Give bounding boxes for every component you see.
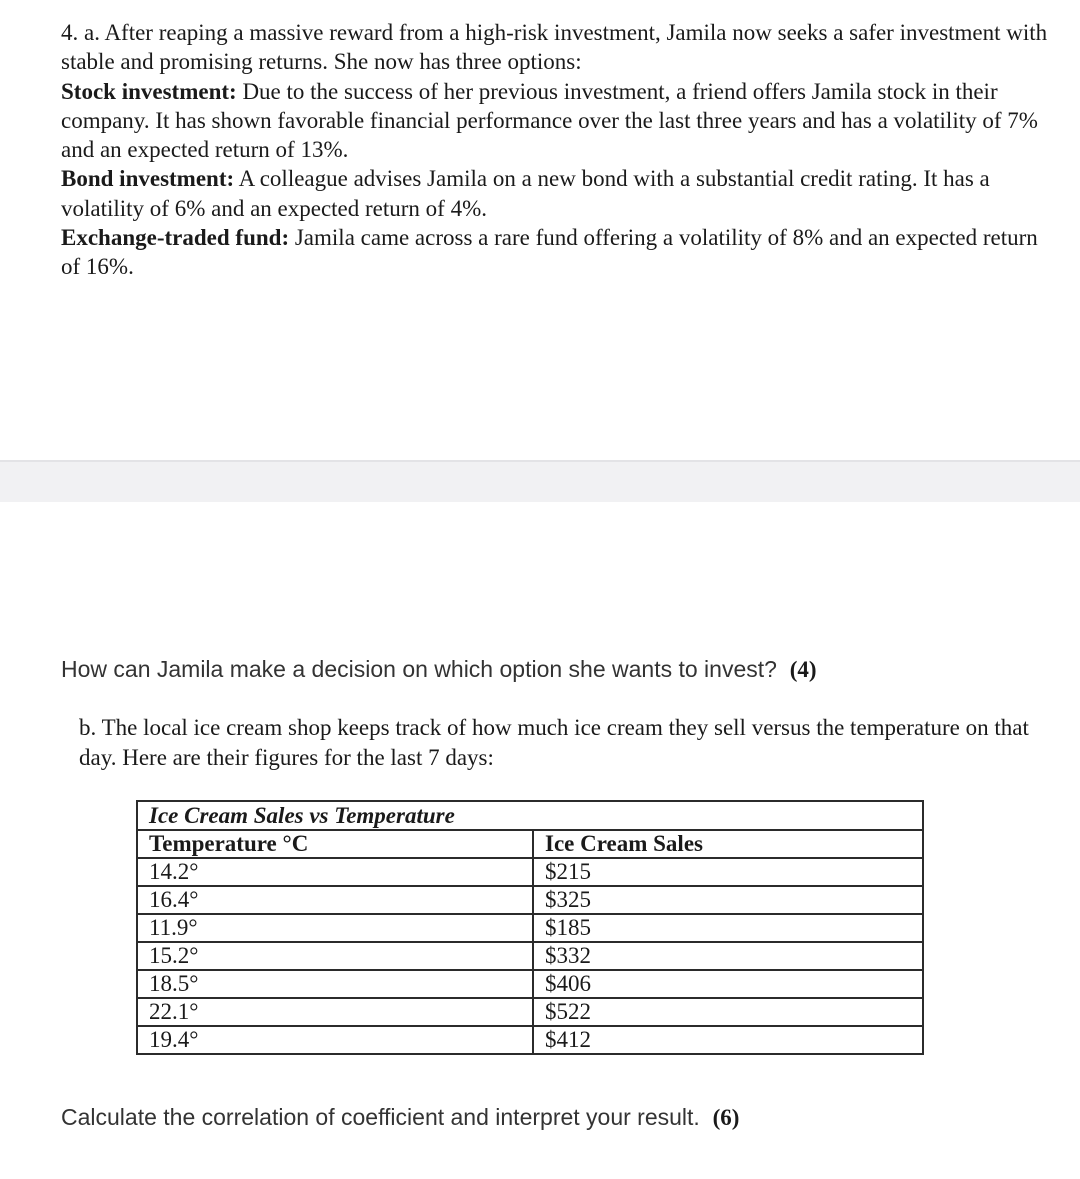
temperature-cell: 19.4°: [137, 1026, 533, 1054]
sales-cell: $332: [533, 942, 923, 970]
sales-cell: $215: [533, 858, 923, 886]
temperature-cell: 14.2°: [137, 858, 533, 886]
table-caption: Ice Cream Sales vs Temperature: [137, 801, 923, 830]
question-4a-prompt: [61, 655, 817, 684]
question-4b-intro: b. The local ice cream shop keeps track of how much ice cream they sell versus the temperature on that day. Here are their figures for the last 7 days:: [79, 715, 1029, 770]
question-4a-text: [61, 18, 1051, 282]
question-4a-question: How can Jamila make a decision on which option she wants to invest?: [61, 656, 777, 682]
sales-cell: $325: [533, 886, 923, 914]
question-4b-prompt: [61, 1103, 739, 1132]
table-row: [137, 858, 923, 886]
sales-cell: $185: [533, 914, 923, 942]
table-row: [137, 942, 923, 970]
sales-temperature-table: [136, 800, 924, 1055]
option-stock-text: Due to the success of her previous investment, a friend offers Jamila stock in their company. It has shown favorable financial performance over the last three years and has a volatility of 7% and an expected return of 13%.: [61, 78, 1038, 163]
option-bond-text: A colleague advises Jamila on a new bond with a substantial credit rating. It has a volatility of 6% and an expected return of 4%.: [61, 166, 990, 221]
header-temperature: Temperature °C: [137, 830, 533, 858]
table-row: [137, 970, 923, 998]
option-etf-text: Jamila came across a rare fund offering a volatility of 8% and an expected return of 16%.: [61, 225, 1038, 280]
table-row: [137, 1026, 923, 1054]
header-sales: Ice Cream Sales: [533, 830, 923, 858]
temperature-cell: 11.9°: [137, 914, 533, 942]
question-4a-intro: 4. a. After reaping a massive reward from a high-risk investment, Jamila now seeks a safer investment with stable and promising returns. She now has three options:: [61, 20, 1048, 75]
option-bond-label: Bond investment:: [61, 166, 235, 192]
question-4a-marks: (4): [789, 657, 817, 682]
question-4b-question: Calculate the correlation of coefficient and interpret your result.: [61, 1104, 700, 1130]
section-divider: [0, 460, 1080, 502]
temperature-cell: 15.2°: [137, 942, 533, 970]
option-etf-label: Exchange-traded fund:: [61, 225, 290, 251]
temperature-cell: 18.5°: [137, 970, 533, 998]
table-row: [137, 998, 923, 1026]
question-4b-intro-block: [61, 713, 1061, 772]
table-row: [137, 886, 923, 914]
table-row: [137, 914, 923, 942]
sales-cell: $412: [533, 1026, 923, 1054]
sales-cell: $522: [533, 998, 923, 1026]
sales-cell: $406: [533, 970, 923, 998]
option-stock-label: Stock investment:: [61, 78, 237, 104]
question-4b-marks: (6): [712, 1105, 740, 1130]
temperature-cell: 22.1°: [137, 998, 533, 1026]
temperature-cell: 16.4°: [137, 886, 533, 914]
